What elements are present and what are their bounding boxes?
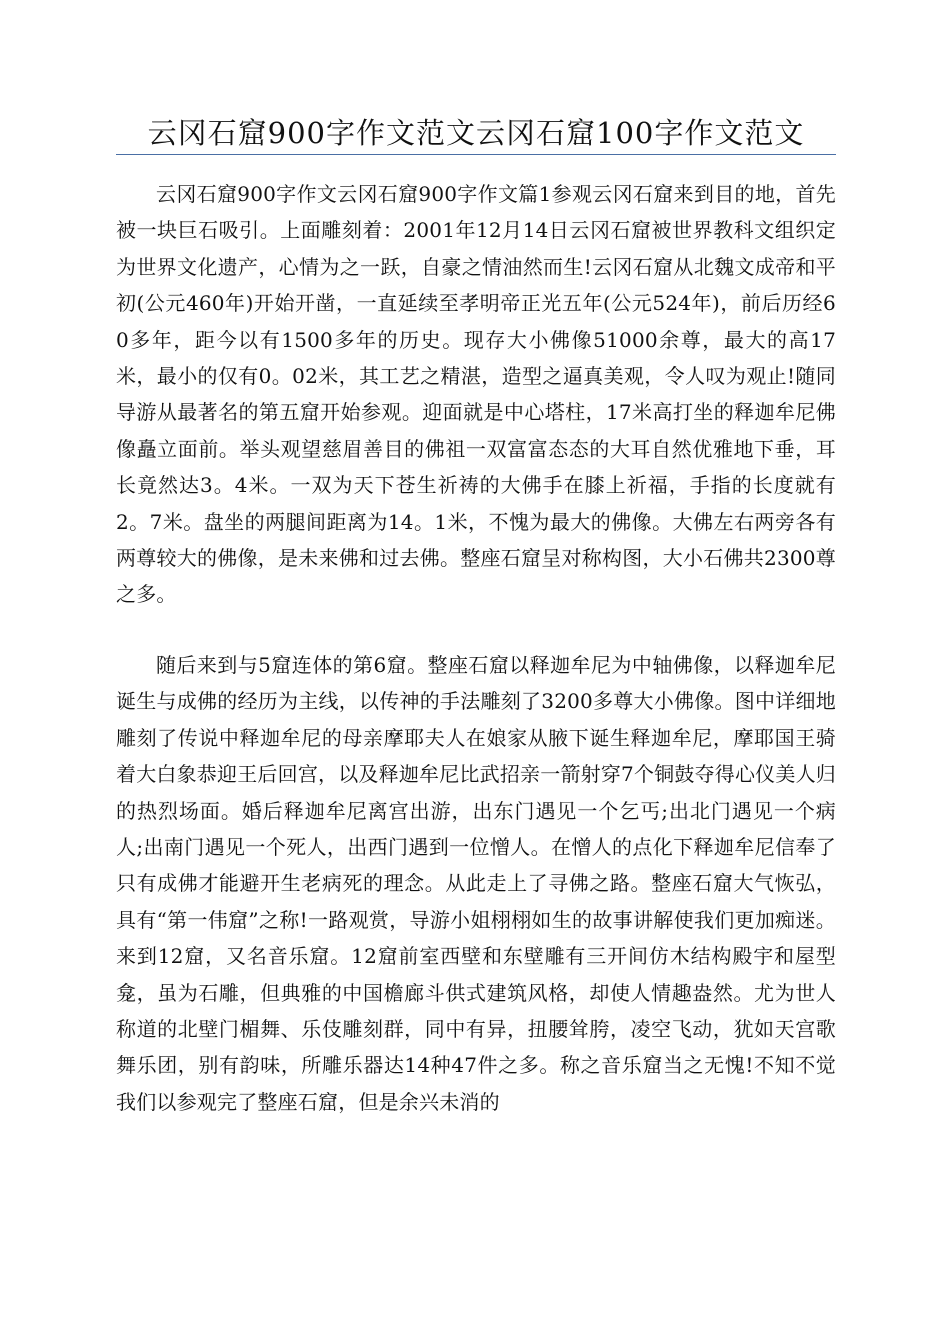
title-underline bbox=[116, 154, 836, 155]
paragraph-2: 随后来到与5窟连体的第6窟。整座石窟以释迦牟尼为中轴佛像，以释迦牟尼诞生与成佛的经历为主线，以传神的手法雕刻了3200多尊大小佛像。图中详细地雕刻了传说中释迦牟尼的母亲摩耶夫人在娘家从腋下诞生释迦牟尼，摩耶国王骑着大白象恭迎王后回宫，以及释迦牟尼比武招亲一箭射穿7个铜鼓夺得心仪美人归的热烈场面。婚后释迦牟尼离宫出游，出东门遇见一个乞丐;出北门遇见一个病人;出南门遇见一个死人，出西门遇到一位憎人。在憎人的点化下释迦牟尼信奉了只有成佛才能避开生老病死的理念。从此走上了寻佛之路。整座石窟大气恢弘，具有“第一伟窟”之称!一路观赏，导游小姐栩栩如生的故事讲解使我们更加痴迷。来到12窟，又名音乐窟。12窟前室西壁和东壁雕有三开间仿木结构殿宇和屋型龛，虽为石雕，但典雅的中国檐廊斗供式建筑风格，却使人情趣盎然。尤为世人称道的北壁门楣舞、乐伎雕刻群，同中有异，扭腰耸胯，凌空飞动，犹如天宫歌舞乐团，别有韵味，所雕乐器达14种47件之多。称之音乐窟当之无愧!不知不觉我们以参观完了整座石窟，但是余兴未消的 bbox=[116, 652, 836, 1114]
document-body bbox=[116, 176, 836, 1120]
document-title: 云冈石窟900字作文范文云冈石窟100字作文范文 bbox=[147, 116, 805, 150]
paragraph-1: 云冈石窟900字作文云冈石窟900字作文篇1参观云冈石窟来到目的地，首先被一块巨石吸引。上面雕刻着：2001年12月14日云冈石窟被世界教科文组织定为世界文化遗产，心情为之一跃，自豪之情油然而生!云冈石窟从北魏文成帝和平初(公元460年)开始开凿，一直延续至孝明帝正光五年(公元524年)，前后历经60多年，距今以有1500多年的历史。现存大小佛像51000余尊，最大的高17米，最小的仅有0。02米，其工艺之精湛，造型之逼真美观，令人叹为观止!随同导游从最著名的第五窟开始参观。迎面就是中心塔柱，17米高打坐的释迦牟尼佛像矗立面前。举头观望慈眉善目的佛祖一双富富态态的大耳自然优雅地下垂，耳长竟然达3。4米。一双为天下苍生祈祷的大佛手在膝上祈福，手指的长度就有2。7米。盘坐的两腿间距离为14。1米，不愧为最大的佛像。大佛左右两旁各有两尊较大的佛像，是未来佛和过去佛。整座石窟呈对称构图，大小石佛共2300尊之多。 bbox=[116, 182, 836, 607]
